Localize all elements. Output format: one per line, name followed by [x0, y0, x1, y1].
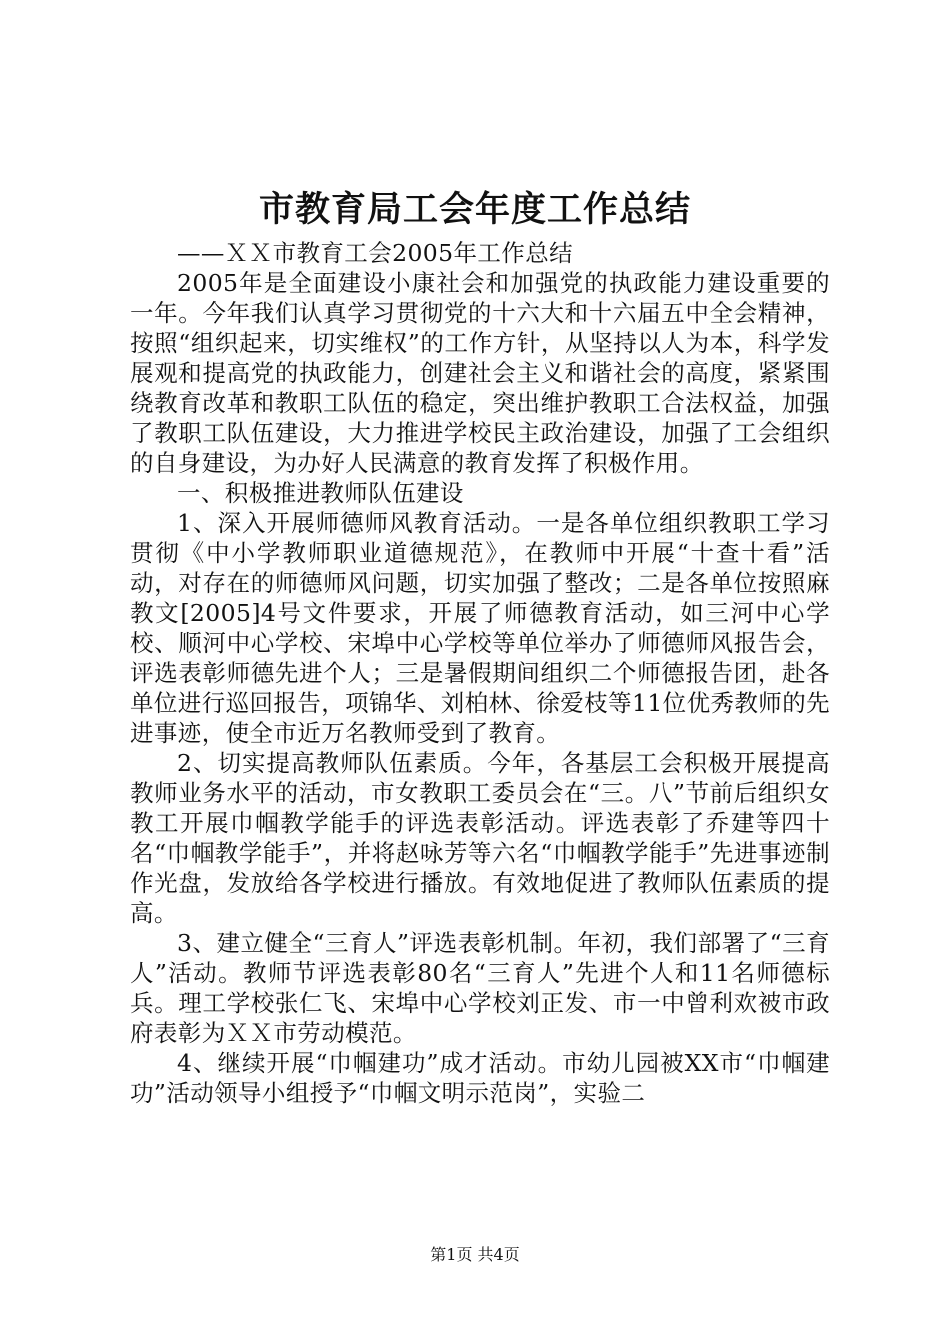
document-subtitle: ——ＸＸ市教育工会2005年工作总结 [177, 239, 574, 267]
paragraph-item-4: 4、继续开展“巾帼建功”成才活动。市幼儿园被XX市“巾帼建功”活动领导小组授予“巾帼文明示范岗”，实验二 [130, 1049, 830, 1107]
document-title: 市教育局工会年度工作总结 [258, 189, 691, 230]
paragraph-item-3: 3、建立健全“三育人”评选表彰机制。年初，我们部署了“三育人”活动。教师节评选表彰80名“三育人”先进个人和11名师德标兵。理工学校张仁飞、宋埠中心学校刘正发、市一中曾利欢被市政府表彰为ＸＸ市劳动模范。 [130, 929, 830, 1047]
section-heading-1: 一、积极推进教师队伍建设 [177, 479, 464, 507]
paragraph-item-2: 2、切实提高教师队伍素质。今年，各基层工会积极开展提高教师业务水平的活动，市女教职工委员会在“三。八”节前后组织女教工开展巾帼教学能手的评选表彰活动。评选表彰了乔建等四十名“巾帼教学能手”，并将赵咏芳等六名“巾帼教学能手”先进事迹制作光盘，发放给各学校进行播放。有效地促进了教师队伍素质的提高。 [130, 749, 830, 927]
document-body [130, 238, 830, 1108]
page-number-footer: 第1页 共4页 [430, 1245, 520, 1264]
paragraph-item-1: 1、深入开展师德师风教育活动。一是各单位组织教职工学习贯彻《中小学教师职业道德规范》，在教师中开展“十查十看”活动，对存在的师德师风问题，切实加强了整改；二是各单位按照麻教文[2005]4号文件要求，开展了师德教育活动，如三河中心学校、顺河中心学校、宋埠中心学校等单位举办了师德师风报告会，评选表彰师德先进个人；三是暑假期间组织二个师德报告团，赴各单位进行巡回报告，项锦华、刘柏林、徐爱枝等11位优秀教师的先进事迹，使全市近万名教师受到了教育。 [130, 509, 830, 747]
paragraph-intro: 2005年是全面建设小康社会和加强党的执政能力建设重要的一年。今年我们认真学习贯彻党的十六大和十六届五中全会精神，按照“组织起来，切实维权”的工作方针，从坚持以人为本，科学发展观和提高党的执政能力，创建社会主义和谐社会的高度，紧紧围绕教育改革和教职工队伍的稳定，突出维护教职工合法权益，加强了教职工队伍建设，大力推进学校民主政治建设，加强了工会组织的自身建设，为办好人民满意的教育发挥了积极作用。 [130, 269, 830, 477]
